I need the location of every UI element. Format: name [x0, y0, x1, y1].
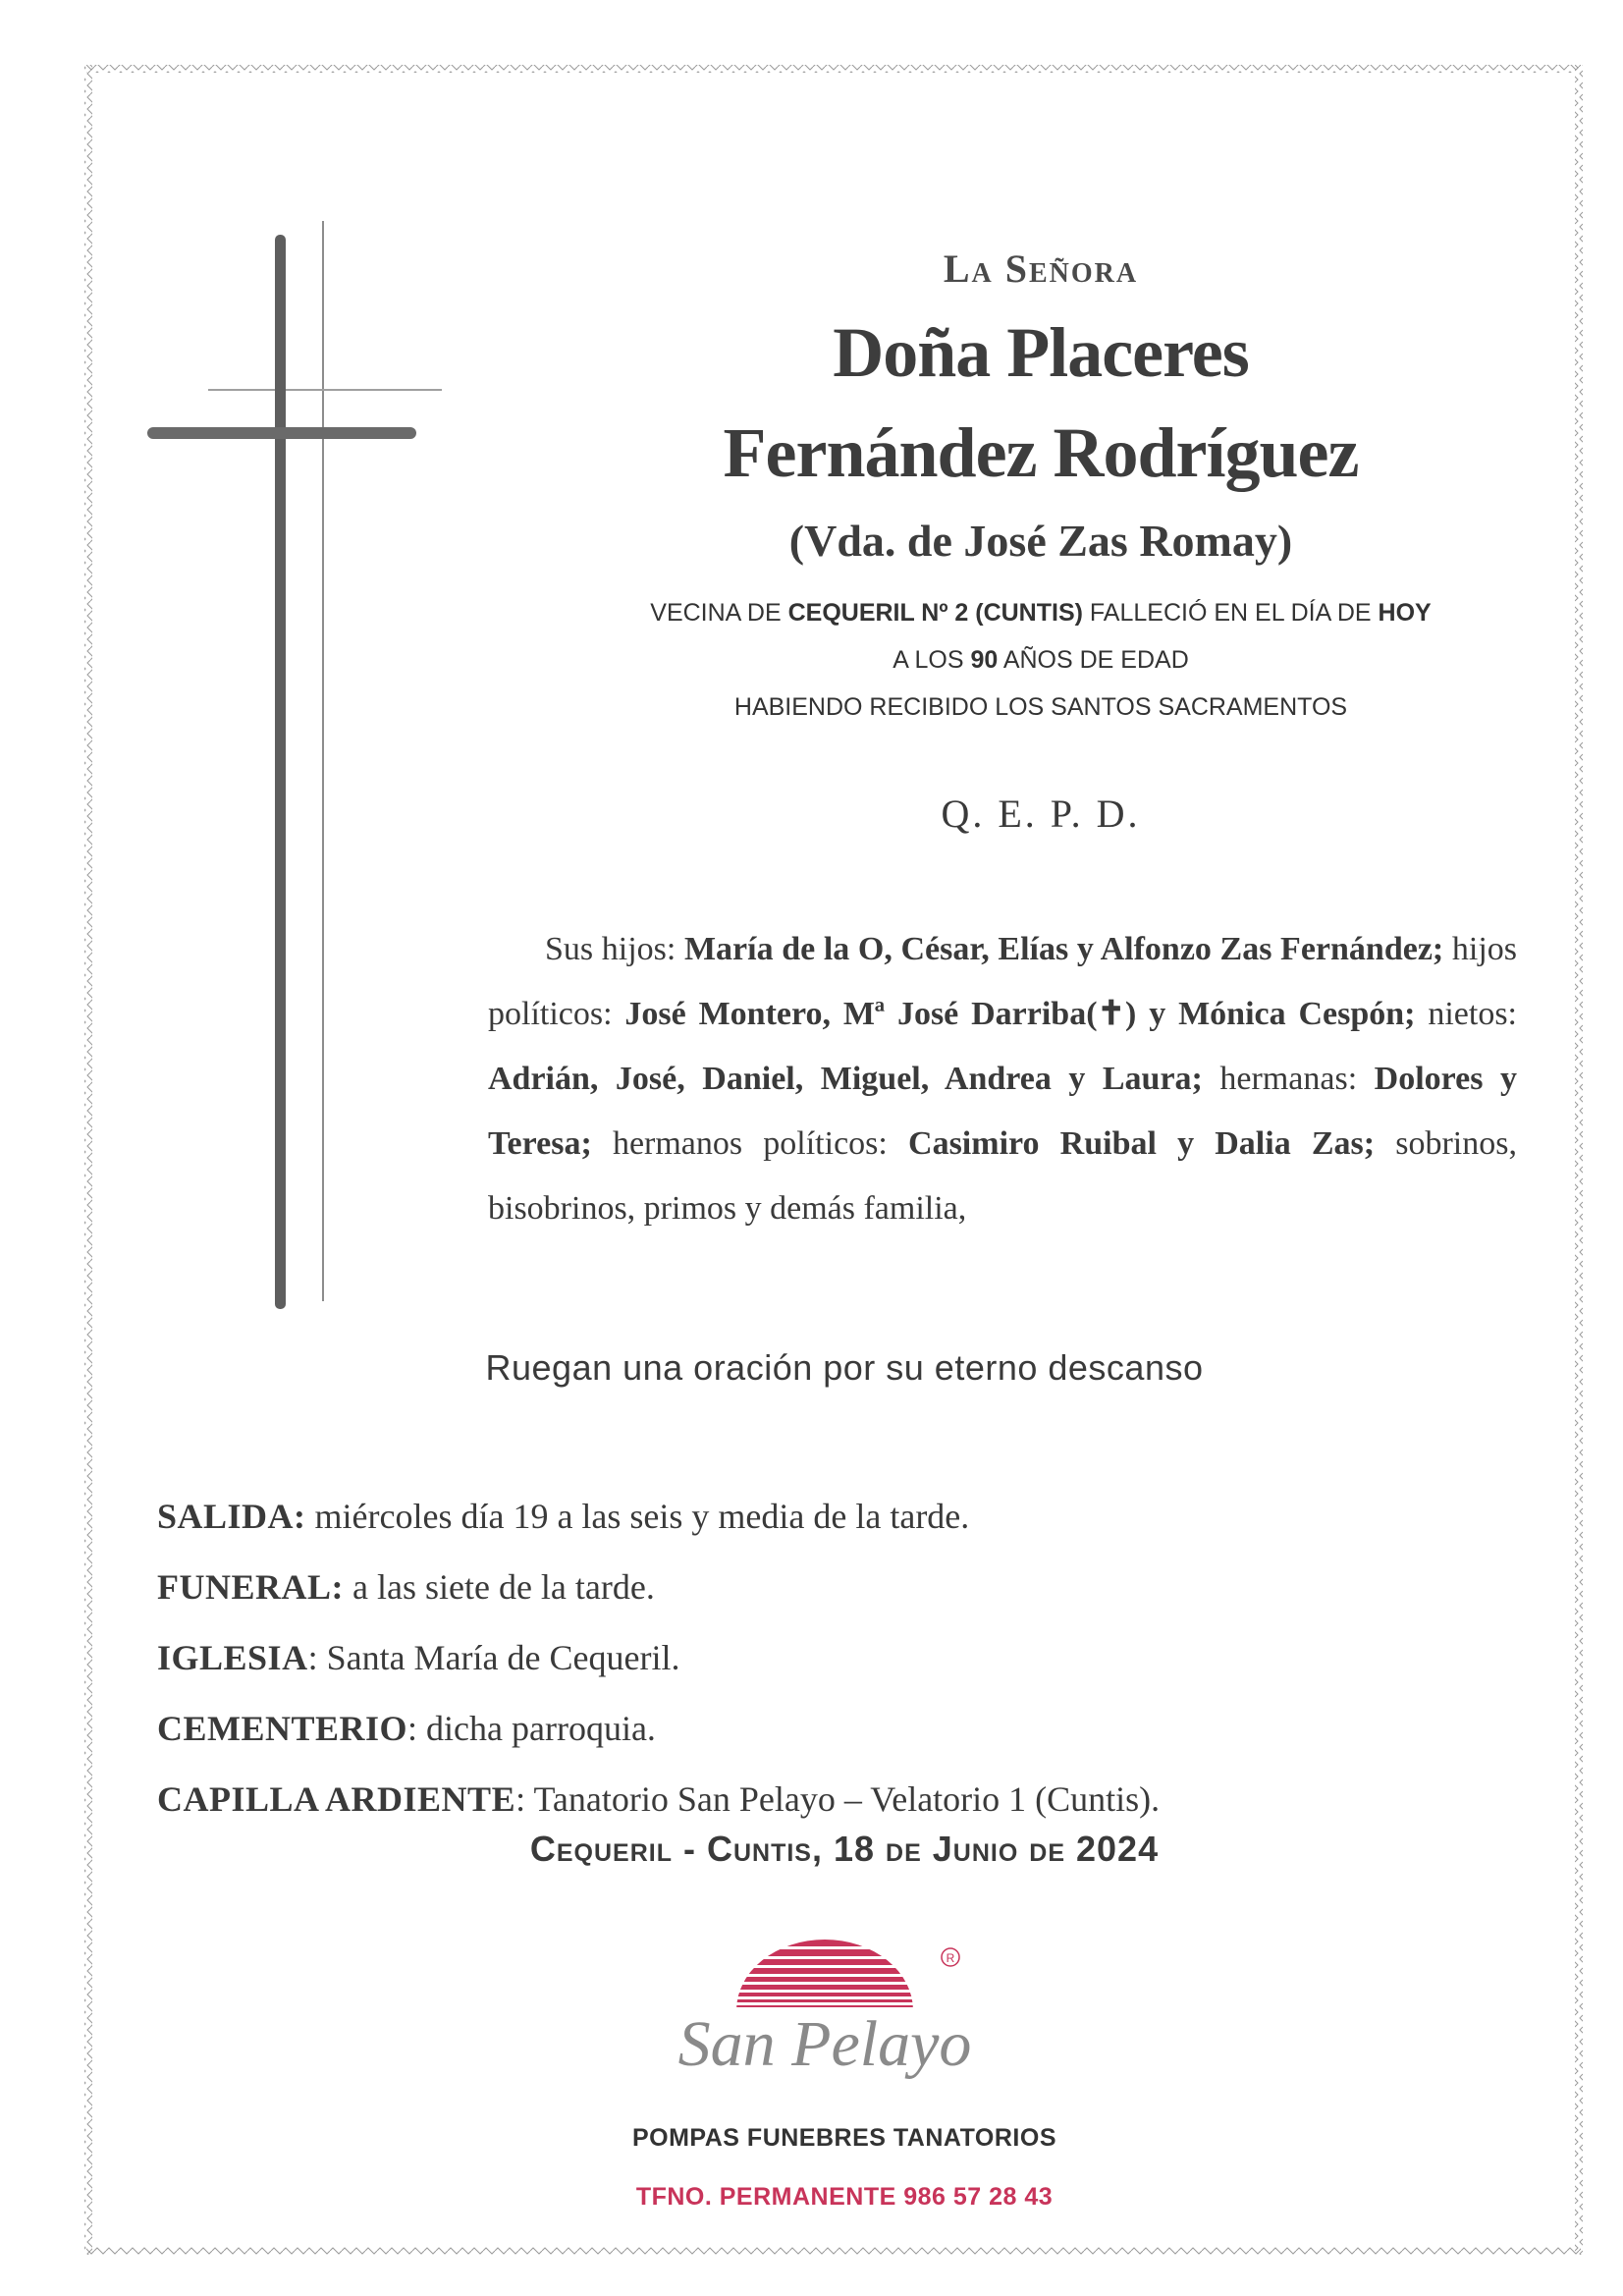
- info-line-1: VECINA DE CEQUERIL Nº 2 (CUNTIS) FALLECIÓ EN EL DÍA DE HOY: [650, 599, 1432, 627]
- detail-cementerio: CEMENTERIO: dicha parroquia.: [157, 1709, 656, 1748]
- place-date: Cequeril - Cuntis, 18 de Junio de 2024: [529, 1829, 1160, 1869]
- info-line-2: A LOS 90 AÑOS DE EDAD: [893, 646, 1189, 674]
- detail-funeral: FUNERAL: a las siete de la tarde.: [157, 1567, 655, 1607]
- funeral-details: [157, 1481, 1532, 1834]
- detail-iglesia: IGLESIA: Santa María de Cequeril.: [157, 1638, 680, 1677]
- intro-title: La Señora: [943, 246, 1139, 291]
- logo-text: San Pelayo: [677, 2008, 972, 2080]
- family-paragraph: Sus hijos: María de la O, César, Elías y Alfonzo Zas Fernández; hijos políticos: José Montero, Mª José Darriba(✝) y Mónica Cespón; nietos: Adrián, José, Daniel, Miguel, Andrea y Laura; hermanas: Dolores y Teresa; hermanos políticos: Casimiro Ruibal y Dalia Zas; sobrinos, bisobrinos, primos y demás familia,: [488, 931, 1517, 1227]
- cross-icon: [137, 221, 452, 1311]
- detail-capilla: CAPILLA ARDIENTE: Tanatorio San Pelayo – Velatorio 1 (Cuntis).: [157, 1779, 1161, 1819]
- deceased-name-line2: Fernández Rodríguez: [723, 413, 1359, 492]
- info-line-3: HABIENDO RECIBIDO LOS SANTOS SACRAMENTOS: [733, 693, 1348, 721]
- widow-of: (Vda. de José Zas Romay): [788, 516, 1293, 566]
- san-pelayo-logo: [668, 1940, 982, 2087]
- qepd: Q. E. P. D.: [941, 792, 1141, 836]
- death-info: [550, 589, 1532, 731]
- prayer-line: Ruegan una oración por su eterno descanso: [485, 1347, 1204, 1388]
- detail-salida: SALIDA: miércoles día 19 a las seis y media de la tarde.: [157, 1497, 970, 1536]
- registered-mark: R: [946, 1951, 955, 1965]
- phone-number: TFNO. PERMANENTE 986 57 28 43: [635, 2183, 1054, 2211]
- deceased-name-line1: Doña Placeres: [833, 313, 1249, 392]
- company-name: POMPAS FUNEBRES TANATORIOS: [631, 2124, 1056, 2152]
- small-cross-icon: ✝: [1097, 996, 1126, 1032]
